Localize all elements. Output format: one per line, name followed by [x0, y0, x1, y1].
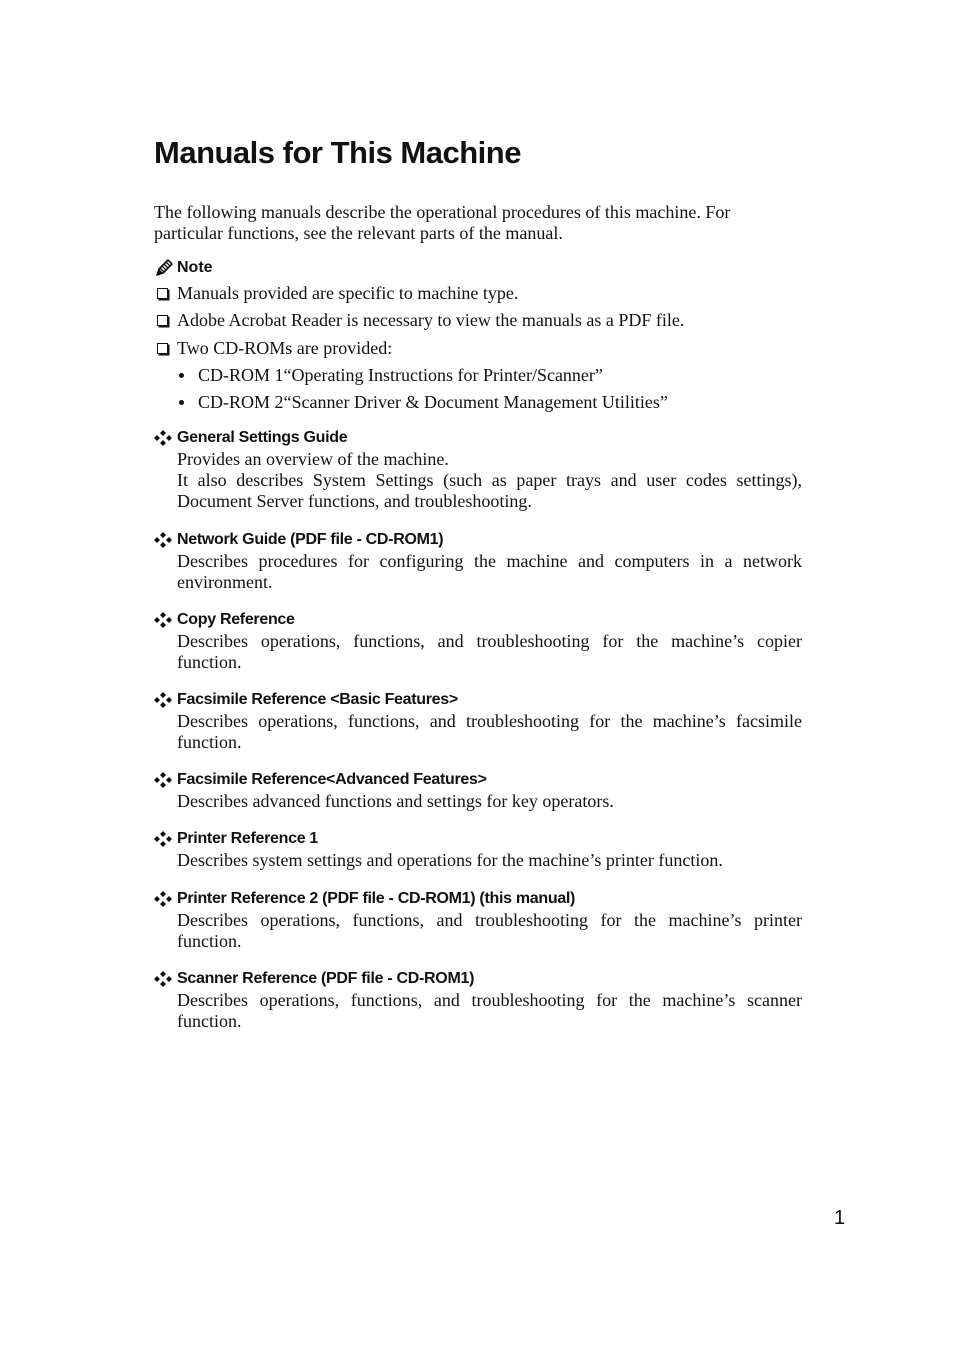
section-heading — [154, 828, 802, 850]
manual-section-copy-reference — [154, 609, 802, 673]
section-heading — [154, 689, 802, 711]
section-heading-text: Facsimile Reference<Advanced Features> — [177, 771, 487, 788]
note-item — [154, 337, 392, 359]
section-heading-text: Network Guide (PDF file - CD-ROM1) — [177, 531, 444, 548]
section-line: Describes system settings and operations for the machine’s printer function. — [177, 850, 723, 870]
note-heading — [154, 257, 213, 279]
checkbox-square-icon — [157, 315, 168, 326]
diamond-bullet-icon — [154, 612, 172, 628]
section-line: Describes operations, functions, and troubleshooting for the machine’s copier function. — [177, 631, 802, 672]
diamond-bullet-icon — [154, 532, 172, 548]
diamond-bullet-icon — [154, 692, 172, 708]
manual-section-printer-reference-1 — [154, 828, 802, 871]
section-heading-text: General Settings Guide — [177, 429, 348, 446]
diamond-bullet-icon — [154, 772, 172, 788]
manual-section-network-guide — [154, 529, 802, 593]
section-heading — [154, 769, 802, 791]
section-heading — [154, 609, 802, 631]
page-number: 1 — [834, 1207, 846, 1229]
page-title: Manuals for This Machine — [154, 135, 521, 170]
section-description — [154, 791, 802, 812]
section-line: It also describes System Settings (such as paper trays and user codes settings), Document Server functions, and troubleshooting. — [177, 470, 802, 511]
section-line: Describes operations, functions, and troubleshooting for the machine’s facsimile function. — [177, 711, 802, 752]
section-description — [154, 631, 802, 673]
manual-section-printer-reference-2 — [154, 888, 802, 952]
section-description — [154, 910, 802, 952]
note-item-text: Two CD-ROMs are provided: — [177, 337, 393, 358]
section-heading — [154, 888, 802, 910]
checkbox-square-icon — [157, 343, 168, 354]
section-line: Describes operations, functions, and troubleshooting for the machine’s printer function. — [177, 910, 802, 951]
manual-section-facsimile-basic — [154, 689, 802, 753]
checkbox-square-icon — [157, 288, 168, 299]
section-line: Describes advanced functions and settings for key operators. — [177, 791, 614, 811]
section-heading-text: Copy Reference — [177, 611, 295, 628]
note-heading-label: Note — [177, 259, 213, 276]
pencil-note-icon — [154, 258, 174, 278]
cd-rom-list-item — [176, 364, 603, 386]
section-heading-text: Scanner Reference (PDF file - CD-ROM1) — [177, 970, 475, 987]
section-heading — [154, 529, 802, 551]
section-description — [154, 850, 802, 871]
note-item — [154, 282, 518, 304]
diamond-bullet-icon — [154, 971, 172, 987]
section-description — [154, 711, 802, 753]
note-item — [154, 309, 684, 331]
cd-rom-list-item — [176, 391, 668, 413]
bullet-icon — [179, 373, 184, 378]
manual-section-scanner-reference — [154, 968, 802, 1032]
section-description — [154, 449, 802, 512]
section-line: Describes procedures for configuring the machine and computers in a network environment. — [177, 551, 802, 592]
section-heading — [154, 427, 802, 449]
section-description — [154, 990, 802, 1032]
section-heading-text: Facsimile Reference <Basic Features> — [177, 691, 458, 708]
note-item-text: Manuals provided are specific to machine type. — [177, 282, 519, 303]
manual-section-facsimile-advanced — [154, 769, 802, 812]
section-heading-text: Printer Reference 2 (PDF file - CD-ROM1) (this manual) — [177, 890, 576, 907]
bullet-icon — [179, 400, 184, 405]
section-heading-text: Printer Reference 1 — [177, 830, 319, 847]
section-heading — [154, 968, 802, 990]
cd-rom-item-text: CD-ROM 1“Operating Instructions for Printer/Scanner” — [198, 364, 603, 385]
cd-rom-item-text: CD-ROM 2“Scanner Driver & Document Management Utilities” — [198, 391, 668, 412]
section-line: Describes operations, functions, and troubleshooting for the machine’s scanner function. — [177, 990, 802, 1031]
diamond-bullet-icon — [154, 430, 172, 446]
intro-paragraph: The following manuals describe the operational procedures of this machine. For particular functions, see the relevant parts of the manual. — [154, 202, 731, 243]
note-item-text: Adobe Acrobat Reader is necessary to view the manuals as a PDF file. — [177, 309, 685, 330]
diamond-bullet-icon — [154, 831, 172, 847]
section-description — [154, 551, 802, 593]
diamond-bullet-icon — [154, 891, 172, 907]
section-line: Provides an overview of the machine. — [177, 449, 449, 469]
manual-section-general-settings — [154, 427, 802, 512]
